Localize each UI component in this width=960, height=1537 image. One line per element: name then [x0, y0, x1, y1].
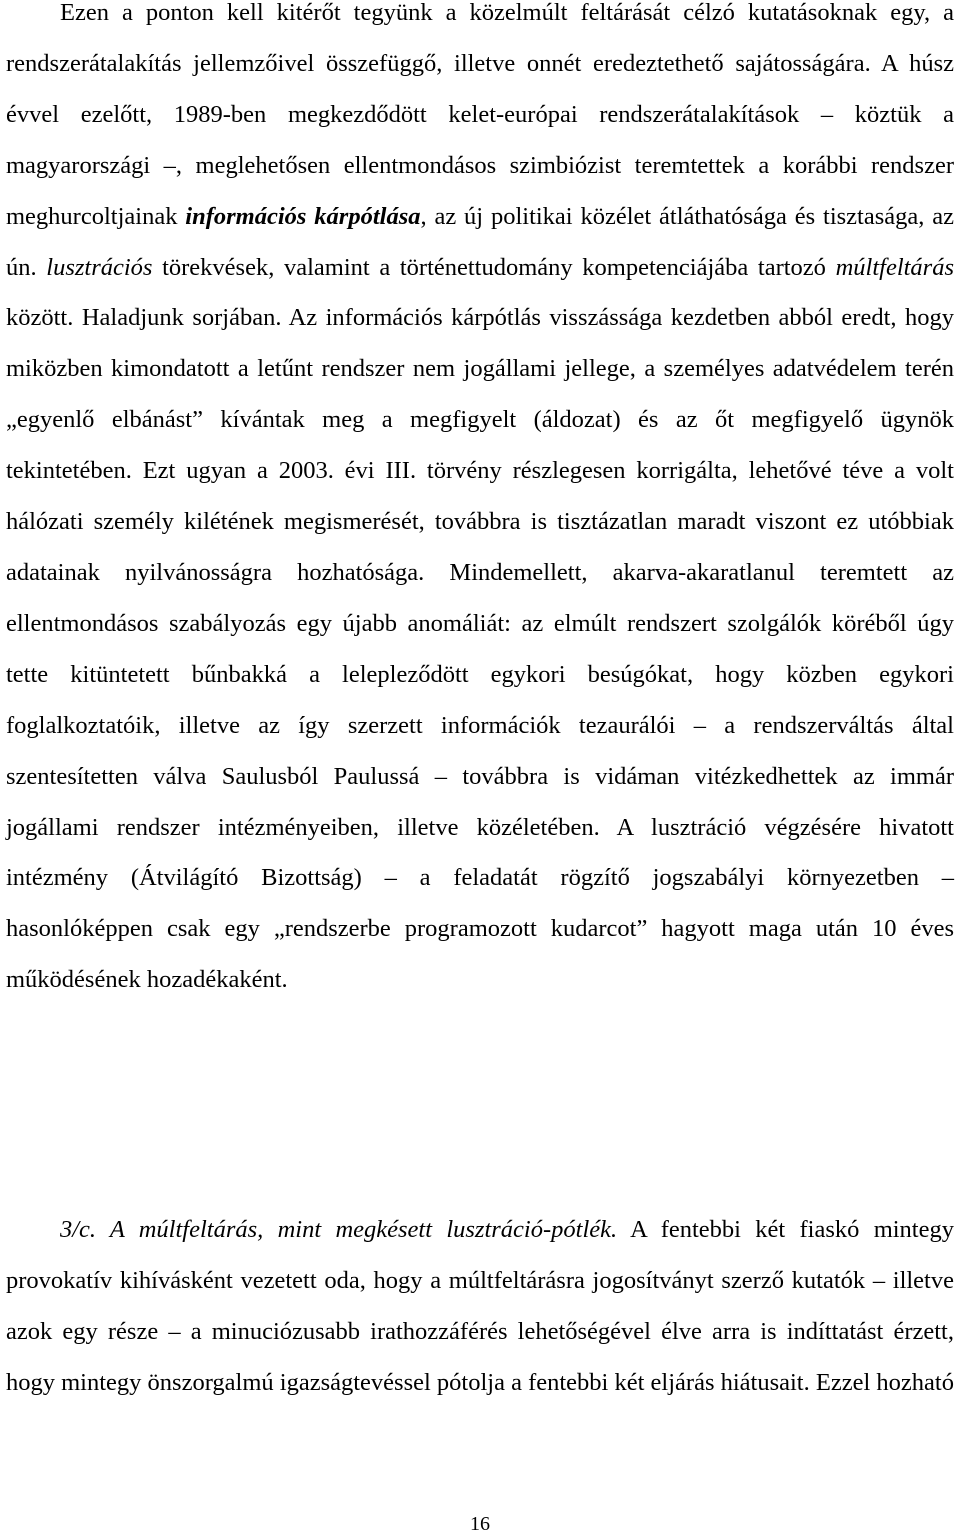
paragraph-1-text-b: , az új politikai közélet átláthatósága és tisztasága, az ún. [6, 202, 954, 281]
paragraph-1-text-c: törekvések, valamint a történettudomány kompetenciájába tartozó [152, 253, 836, 281]
term-informacios-karpotlasa: információs kárpótlása [185, 202, 421, 230]
section-heading-3c: 3/c. A múltfeltárás, mint megkésett lusztráció-pótlék. [60, 1216, 618, 1243]
body-paragraph-2 [6, 1205, 954, 1409]
body-paragraph-1 [6, 0, 954, 1006]
paragraph-1-text-a: Ezen a ponton kell kitérőt tegyünk a közelmúlt feltárását célzó kutatásoknak egy, a rendszerátalakítás jellemzőivel összefüggő, illetve onnét eredeztethető sajátosságára. A húsz évvel ezelőtt, 1989-ben megkezdődött kelet-európai rendszerátalakítások – köztük a magyarországi –, meglehetősen ellentmondásos szimbiózist teremtettek a korábbi rendszer meghurcoltjainak [6, 0, 954, 230]
paragraph-2-text: A fentebbi két fiaskó mintegy provokatív kihívásként vezetett oda, hogy a múltfeltárásra jogosítványt szerző kutatók – illetve azok egy része – a minuciózusabb irathozzáférés lehetőségével élve arra is indíttatást érzett, hogy mintegy önszorgalmú igazságtevéssel pótolja a fentebbi két eljárás hiátusait. Ezzel hozható [6, 1216, 954, 1396]
page-number: 16 [470, 1513, 490, 1535]
term-multfeltaras: múltfeltárás [835, 253, 954, 281]
term-lusztracios: lusztrációs [46, 253, 153, 281]
paragraph-1-text-d: között. Haladjunk sorjában. Az információs kárpótlás visszássága kezdetben abból eredt, hogy miközben kimondatott a letűnt rendszer nem jogállami jellege, a személyes adatvédelem terén „egyenlő elbánást” kívántak meg a megfigyelt (áldozat) és az őt megfigyelő ügynök tekintetében. Ezt ugyan a 2003. évi III. törvény részlegesen korrigálta, lehetővé téve a volt hálózati személy kilétének megismerését, továbbra is tisztázatlan maradt viszont ez utóbbiak adatainak nyilvánosságra hozhatósága. Mindemellett, akarva-akaratlanul teremtett az ellentmondásos szabályozás egy újabb anomáliát: az elmúlt rendszert szolgálók köréből úgy tette kitüntetett bűnbakká a lelepleződött egykori besúgókat, hogy közben egykori foglalkoztatóik, illetve az így szerzett információk tezaurálói – a rendszerváltás által szentesítetten válva Saulusból Paulussá – továbbra is vidáman vitézkedhettek az immár jogállami rendszer intézményeiben, illetve közéletében. A lusztráció végzésére hivatott intézmény (Átvilágító Bizottság) – a feladatát rögzítő jogszabályi környezetben – hasonlóképpen csak egy „rendszerbe programozott kudarcot” hagyott maga után 10 éves működésének hozadékaként. [6, 304, 954, 994]
